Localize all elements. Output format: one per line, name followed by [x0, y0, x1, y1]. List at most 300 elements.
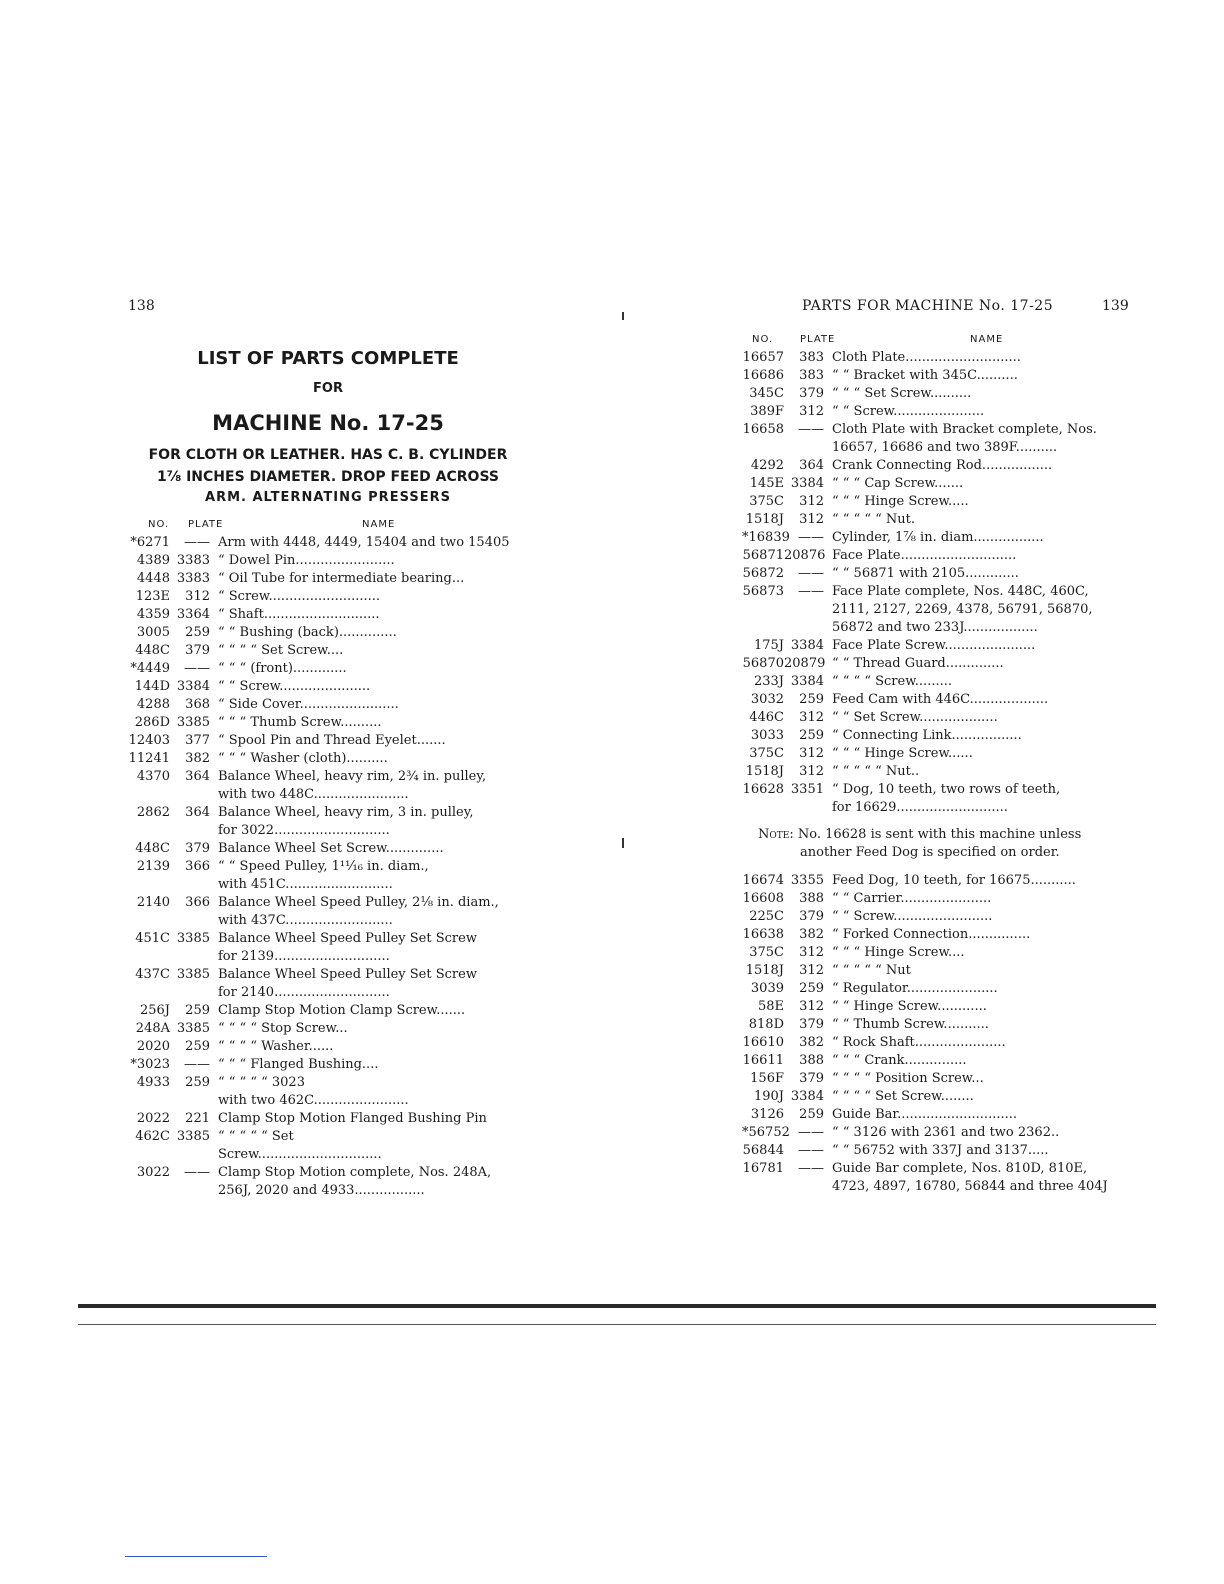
- part-number: 2022: [136, 1111, 170, 1126]
- part-name: “ “ Hinge Screw............: [832, 999, 987, 1014]
- plate-number: 3383: [176, 571, 210, 586]
- table-row: [742, 1052, 1126, 1070]
- part-number: 1518J: [745, 764, 784, 779]
- table-row: [742, 475, 1126, 493]
- table-row-continuation: [742, 1178, 1126, 1196]
- plate-number: 379: [185, 643, 210, 658]
- table-row: [742, 727, 1126, 745]
- plate-number: 259: [799, 728, 824, 743]
- plate-number: 312: [799, 512, 824, 527]
- part-name: Balance Wheel Speed Pulley, 2⅛ in. diam.,: [218, 895, 499, 910]
- right-parts-list-b: [742, 872, 1126, 1196]
- part-name: Clamp Stop Motion Clamp Screw.......: [218, 1003, 466, 1018]
- scan-edge-rule-thin: [78, 1324, 1156, 1325]
- part-number: 4292: [750, 458, 784, 473]
- part-name: “ Regulator......................: [832, 981, 998, 996]
- part-name-continued: for 16629...........................: [832, 800, 1008, 815]
- plate-number: 312: [799, 999, 824, 1014]
- part-name: “ “ Speed Pulley, 1¹¹⁄₁₆ in. diam.,: [218, 859, 429, 874]
- part-number: 448C: [135, 841, 170, 856]
- table-row: [742, 745, 1126, 763]
- subtitle-line-3: ARM. ALTERNATING PRESSERS: [205, 490, 451, 505]
- part-number: 2139: [136, 859, 170, 874]
- col-header-name-right: NAME: [970, 334, 1004, 345]
- table-row: [128, 1056, 528, 1074]
- part-name: “ “ “ Hinge Screw....: [832, 945, 965, 960]
- table-row: [128, 696, 528, 714]
- part-name-continued: 56872 and two 233J..................: [832, 620, 1038, 635]
- part-name: “ Spool Pin and Thread Eyelet.......: [218, 733, 446, 748]
- plate-number: ——: [798, 530, 824, 545]
- part-name: “ “ “ Cap Screw.......: [832, 476, 964, 491]
- table-row-continuation: [742, 601, 1126, 619]
- part-name: “ “ “ Crank...............: [832, 1053, 967, 1068]
- plate-number: 377: [185, 733, 210, 748]
- part-name: Cloth Plate............................: [832, 350, 1021, 365]
- part-name-continued: with 451C..........................: [218, 877, 393, 892]
- table-row: [128, 678, 528, 696]
- table-row: [128, 966, 528, 984]
- part-number: 256J: [139, 1003, 170, 1018]
- table-row: [742, 385, 1126, 403]
- part-number: 4389: [136, 553, 170, 568]
- table-row: [742, 421, 1126, 439]
- indent-spacer: [128, 1092, 218, 1110]
- indent-spacer: [128, 984, 218, 1002]
- part-name: “ “ Carrier......................: [832, 891, 992, 906]
- part-number: 175J: [753, 638, 784, 653]
- plate-number: 3351: [790, 782, 824, 797]
- plate-number: 388: [799, 1053, 824, 1068]
- plate-number: 368: [185, 697, 210, 712]
- indent-spacer: [128, 1146, 218, 1164]
- part-name: “ “ “ (front).............: [218, 661, 347, 676]
- part-number: 16657: [742, 350, 784, 365]
- part-number: 375C: [749, 945, 784, 960]
- plate-number: ——: [184, 661, 210, 676]
- table-row: [128, 588, 528, 606]
- part-name: “ “ Bushing (back)..............: [218, 625, 397, 640]
- table-row: [742, 1070, 1126, 1088]
- plate-number: 379: [799, 1071, 824, 1086]
- part-number: 448C: [135, 643, 170, 658]
- part-number: 2140: [136, 895, 170, 910]
- plate-number: 259: [799, 981, 824, 996]
- table-row-continuation: [742, 619, 1126, 637]
- part-name: Balance Wheel Set Screw..............: [218, 841, 444, 856]
- part-name: “ Side Cover........................: [218, 697, 399, 712]
- part-number: 1518J: [745, 512, 784, 527]
- table-row: [128, 1110, 528, 1128]
- table-row-continuation: [742, 439, 1126, 457]
- underline-mark: [125, 1556, 267, 1557]
- part-number: 4448: [136, 571, 170, 586]
- part-name: “ Forked Connection...............: [832, 927, 1031, 942]
- plate-number: 3385: [176, 967, 210, 982]
- part-number: 16686: [742, 368, 784, 383]
- plate-number: ——: [798, 1161, 824, 1176]
- part-number: 462C: [135, 1129, 170, 1144]
- plate-number: ——: [798, 566, 824, 581]
- plate-number: 382: [799, 927, 824, 942]
- part-number: 3005: [136, 625, 170, 640]
- table-row: [128, 606, 528, 624]
- part-name: “ “ “ “ “ Nut.: [832, 512, 915, 527]
- plate-number: 379: [799, 386, 824, 401]
- part-number: 156F: [750, 1071, 784, 1086]
- part-number: 3032: [750, 692, 784, 707]
- table-row: [742, 547, 1126, 565]
- part-number: 4370: [136, 769, 170, 784]
- plate-number: 383: [799, 350, 824, 365]
- part-name: “ “ Screw......................: [218, 679, 371, 694]
- part-name: “ “ “ “ Set Screw........: [832, 1089, 974, 1104]
- part-number: *4449: [130, 661, 170, 676]
- part-number: 375C: [749, 494, 784, 509]
- part-name: “ “ “ “ Stop Screw...: [218, 1021, 348, 1036]
- table-row: [742, 763, 1126, 781]
- table-row: [742, 673, 1126, 691]
- right-page-number: 139: [1102, 298, 1129, 314]
- title-block: [128, 348, 528, 508]
- plate-number: 259: [185, 1003, 210, 1018]
- table-row: [742, 493, 1126, 511]
- table-row: [128, 1128, 528, 1146]
- part-name: “ “ 56871 with 2105.............: [832, 566, 1019, 581]
- part-name-continued: 16657, 16686 and two 389F..........: [832, 440, 1058, 455]
- col-header-name: NAME: [362, 519, 396, 530]
- part-name: Clamp Stop Motion complete, Nos. 248A,: [218, 1165, 492, 1180]
- plate-number: ——: [184, 1165, 210, 1180]
- indent-spacer: [128, 876, 218, 894]
- plate-number: 3385: [176, 715, 210, 730]
- table-row: [742, 1016, 1126, 1034]
- indent-spacer: [128, 948, 218, 966]
- table-row: [742, 349, 1126, 367]
- table-row-continuation: [128, 786, 528, 804]
- table-row: [742, 872, 1126, 890]
- part-name: “ “ “ “ “ 3023: [218, 1075, 305, 1090]
- plate-number: 364: [799, 458, 824, 473]
- left-parts-list: [128, 534, 528, 1200]
- table-row: [128, 930, 528, 948]
- part-number: 248A: [135, 1021, 170, 1036]
- part-name: “ Connecting Link.................: [832, 728, 1022, 743]
- plate-number: 364: [185, 769, 210, 784]
- part-name: “ “ “ Hinge Screw......: [832, 746, 973, 761]
- part-number: 12403: [128, 733, 170, 748]
- table-row: [742, 637, 1126, 655]
- plate-number: ——: [798, 1125, 824, 1140]
- table-row: [742, 908, 1126, 926]
- part-number: 3126: [750, 1107, 784, 1122]
- part-name-continued: with two 448C.......................: [218, 787, 409, 802]
- plate-number: 383: [799, 368, 824, 383]
- plate-number: 312: [799, 746, 824, 761]
- table-row: [128, 750, 528, 768]
- part-number: *16839: [742, 530, 790, 545]
- part-number: 16658: [742, 422, 784, 437]
- plate-number: 379: [799, 909, 824, 924]
- part-number: 16638: [742, 927, 784, 942]
- indent-spacer: [742, 619, 832, 637]
- table-row: [128, 624, 528, 642]
- part-number: 56872: [742, 566, 784, 581]
- table-row: [128, 894, 528, 912]
- table-row: [128, 552, 528, 570]
- plate-number: 221: [185, 1111, 210, 1126]
- part-name: Balance Wheel Speed Pulley Set Screw: [218, 967, 477, 982]
- note-line-2: another Feed Dog is specified on order.: [800, 845, 1060, 860]
- plate-number: 388: [799, 891, 824, 906]
- plate-number: 312: [799, 945, 824, 960]
- plate-number: 379: [799, 1017, 824, 1032]
- part-number: 123E: [135, 589, 170, 604]
- table-row: [128, 660, 528, 678]
- part-number: 389F: [750, 404, 784, 419]
- subtitle-line-1: FOR CLOTH OR LEATHER. HAS C. B. CYLINDER: [148, 447, 508, 463]
- part-name: Guide Bar complete, Nos. 810D, 810E,: [832, 1161, 1088, 1176]
- plate-number: ——: [798, 422, 824, 437]
- plate-number: ——: [184, 1057, 210, 1072]
- plate-number: 312: [799, 404, 824, 419]
- part-number: 11241: [128, 751, 170, 766]
- part-name-continued: 256J, 2020 and 4933.................: [218, 1183, 425, 1198]
- subtitle-line-2: 1⅞ INCHES DIAMETER. DROP FEED ACROSS: [156, 469, 499, 485]
- part-name: Face Plate Screw......................: [832, 638, 1036, 653]
- scan-edge-rule: [78, 1304, 1156, 1308]
- part-number: 56870: [742, 656, 784, 671]
- part-name: Guide Bar.............................: [832, 1107, 1017, 1122]
- plate-number: ——: [184, 535, 210, 550]
- table-row: [128, 570, 528, 588]
- part-name: Balance Wheel Speed Pulley Set Screw: [218, 931, 477, 946]
- feed-dog-note: [742, 826, 1126, 862]
- part-number: 345C: [749, 386, 784, 401]
- plate-number: 3385: [176, 931, 210, 946]
- plate-number: 366: [185, 859, 210, 874]
- part-name: Crank Connecting Rod.................: [832, 458, 1053, 473]
- running-head: PARTS FOR MACHINE No. 17-25: [802, 298, 1054, 314]
- gutter-mark: [622, 838, 624, 848]
- note-line-1: No. 16628 is sent with this machine unless: [797, 827, 1082, 842]
- part-name: “ Shaft............................: [218, 607, 380, 622]
- part-number: 144D: [134, 679, 170, 694]
- part-number: 4288: [136, 697, 170, 712]
- plate-number: 3383: [176, 553, 210, 568]
- part-name-continued: Screw..............................: [218, 1147, 382, 1162]
- table-row: [128, 732, 528, 750]
- table-row: [742, 926, 1126, 944]
- part-name: “ “ Thumb Screw...........: [832, 1017, 989, 1032]
- table-row: [128, 804, 528, 822]
- title-for: FOR: [313, 381, 343, 396]
- table-row: [128, 534, 528, 552]
- plate-number: 312: [799, 963, 824, 978]
- part-name: “ “ “ Hinge Screw.....: [832, 494, 969, 509]
- table-row: [742, 781, 1126, 799]
- part-number: 2020: [136, 1039, 170, 1054]
- part-number: 16610: [742, 1035, 784, 1050]
- table-row: [742, 691, 1126, 709]
- table-row: [128, 1038, 528, 1056]
- plate-number: 3384: [176, 679, 210, 694]
- plate-number: 3384: [790, 1089, 824, 1104]
- plate-number: 3384: [790, 638, 824, 653]
- part-name: Feed Dog, 10 teeth, for 16675...........: [832, 873, 1076, 888]
- table-row: [742, 890, 1126, 908]
- part-number: 58E: [757, 999, 784, 1014]
- part-name: Face Plate............................: [832, 548, 1017, 563]
- plate-number: 259: [185, 1039, 210, 1054]
- part-name: “ “ “ Thumb Screw..........: [218, 715, 382, 730]
- right-parts-list-a: [742, 349, 1126, 817]
- part-name: “ “ Screw......................: [832, 404, 985, 419]
- table-row-continuation: [742, 799, 1126, 817]
- table-row: [742, 583, 1126, 601]
- part-number: 4933: [136, 1075, 170, 1090]
- part-number: 190J: [753, 1089, 784, 1104]
- table-row: [742, 709, 1126, 727]
- plate-number: ——: [798, 1143, 824, 1158]
- part-number: 56844: [742, 1143, 784, 1158]
- part-name: “ “ “ “ “ Nut..: [832, 764, 920, 779]
- table-row: [128, 840, 528, 858]
- indent-spacer: [742, 601, 832, 619]
- table-row: [128, 1002, 528, 1020]
- plate-number: 20876: [784, 548, 826, 563]
- table-row: [742, 457, 1126, 475]
- part-name-continued: with 437C..........................: [218, 913, 393, 928]
- part-name: Balance Wheel, heavy rim, 2¾ in. pulley,: [218, 769, 487, 784]
- part-name: “ “ “ Washer (cloth)..........: [218, 751, 388, 766]
- part-number: 145E: [749, 476, 784, 491]
- table-row: [742, 565, 1126, 583]
- table-row: [128, 1164, 528, 1182]
- plate-number: 3385: [176, 1021, 210, 1036]
- indent-spacer: [128, 1182, 218, 1200]
- part-name: “ Rock Shaft......................: [832, 1035, 1006, 1050]
- part-name: “ “ “ “ Screw.........: [832, 674, 952, 689]
- part-name: “ Oil Tube for intermediate bearing...: [218, 571, 465, 586]
- indent-spacer: [128, 786, 218, 804]
- part-name-continued: with two 462C.......................: [218, 1093, 409, 1108]
- indent-spacer: [742, 799, 832, 817]
- table-row: [742, 367, 1126, 385]
- table-row-continuation: [128, 948, 528, 966]
- part-name: “ “ “ Set Screw..........: [832, 386, 972, 401]
- plate-number: 3364: [176, 607, 210, 622]
- table-row-continuation: [128, 1092, 528, 1110]
- part-number: 286D: [134, 715, 170, 730]
- part-number: *56752: [742, 1125, 790, 1140]
- part-number: 56873: [742, 584, 784, 599]
- plate-number: 3384: [790, 674, 824, 689]
- part-number: 16628: [742, 782, 784, 797]
- plate-number: 259: [185, 625, 210, 640]
- table-row-continuation: [128, 876, 528, 894]
- page-title: LIST OF PARTS COMPLETE: [197, 348, 459, 369]
- part-number: 233J: [753, 674, 784, 689]
- machine-title: MACHINE No. 17-25: [212, 411, 444, 435]
- indent-spacer: [128, 822, 218, 840]
- part-name: Face Plate complete, Nos. 448C, 460C,: [832, 584, 1089, 599]
- table-row-continuation: [128, 912, 528, 930]
- table-row: [742, 1106, 1126, 1124]
- table-row: [742, 1124, 1126, 1142]
- table-row: [742, 1142, 1126, 1160]
- part-name: “ “ “ “ Washer......: [218, 1039, 334, 1054]
- part-number: 3033: [750, 728, 784, 743]
- col-header-plate-right: PLATE: [800, 334, 836, 345]
- part-name: Arm with 4448, 4449, 15404 and two 15405: [218, 535, 510, 550]
- part-name: “ “ Thread Guard..............: [832, 656, 1004, 671]
- plate-number: 382: [799, 1035, 824, 1050]
- plate-number: 364: [185, 805, 210, 820]
- table-row: [128, 714, 528, 732]
- table-row: [742, 998, 1126, 1016]
- table-row: [742, 1088, 1126, 1106]
- part-name: “ “ 56752 with 337J and 3137.....: [832, 1143, 1049, 1158]
- part-name: “ “ Screw........................: [832, 909, 993, 924]
- part-name: “ Screw...........................: [218, 589, 381, 604]
- part-number: 446C: [749, 710, 784, 725]
- plate-number: 20879: [784, 656, 826, 671]
- part-number: 4359: [136, 607, 170, 622]
- part-name-continued: for 2139............................: [218, 949, 390, 964]
- plate-number: 366: [185, 895, 210, 910]
- plate-number: 3355: [790, 873, 824, 888]
- part-name-continued: for 3022............................: [218, 823, 390, 838]
- table-row: [128, 1020, 528, 1038]
- part-number: 375C: [749, 746, 784, 761]
- table-row-continuation: [128, 984, 528, 1002]
- part-name: Balance Wheel, heavy rim, 3 in. pulley,: [218, 805, 474, 820]
- table-row: [742, 403, 1126, 421]
- plate-number: 312: [799, 764, 824, 779]
- table-row: [742, 511, 1126, 529]
- plate-number: 382: [185, 751, 210, 766]
- plate-number: 259: [799, 1107, 824, 1122]
- table-row: [128, 642, 528, 660]
- plate-number: 259: [799, 692, 824, 707]
- table-row: [128, 768, 528, 786]
- table-row: [742, 980, 1126, 998]
- table-row: [742, 1160, 1126, 1178]
- plate-number: 3384: [790, 476, 824, 491]
- left-page-number: 138: [128, 298, 155, 314]
- part-number: 437C: [135, 967, 170, 982]
- part-name: “ “ Bracket with 345C..........: [832, 368, 1018, 383]
- part-name: “ “ “ “ “ Set: [218, 1129, 294, 1144]
- plate-number: 379: [185, 841, 210, 856]
- part-number: 3039: [750, 981, 784, 996]
- part-number: 16674: [742, 873, 784, 888]
- part-name: “ “ “ “ Set Screw....: [218, 643, 344, 658]
- table-row: [742, 944, 1126, 962]
- table-row: [742, 655, 1126, 673]
- table-row-continuation: [128, 1182, 528, 1200]
- plate-number: 312: [799, 494, 824, 509]
- part-number: 225C: [749, 909, 784, 924]
- part-number: *3023: [130, 1057, 170, 1072]
- indent-spacer: [742, 439, 832, 457]
- indent-spacer: [128, 912, 218, 930]
- table-row: [742, 1034, 1126, 1052]
- part-number: 16781: [742, 1161, 784, 1176]
- part-name: Cylinder, 1⅞ in. diam.................: [832, 530, 1044, 545]
- plate-number: 3385: [176, 1129, 210, 1144]
